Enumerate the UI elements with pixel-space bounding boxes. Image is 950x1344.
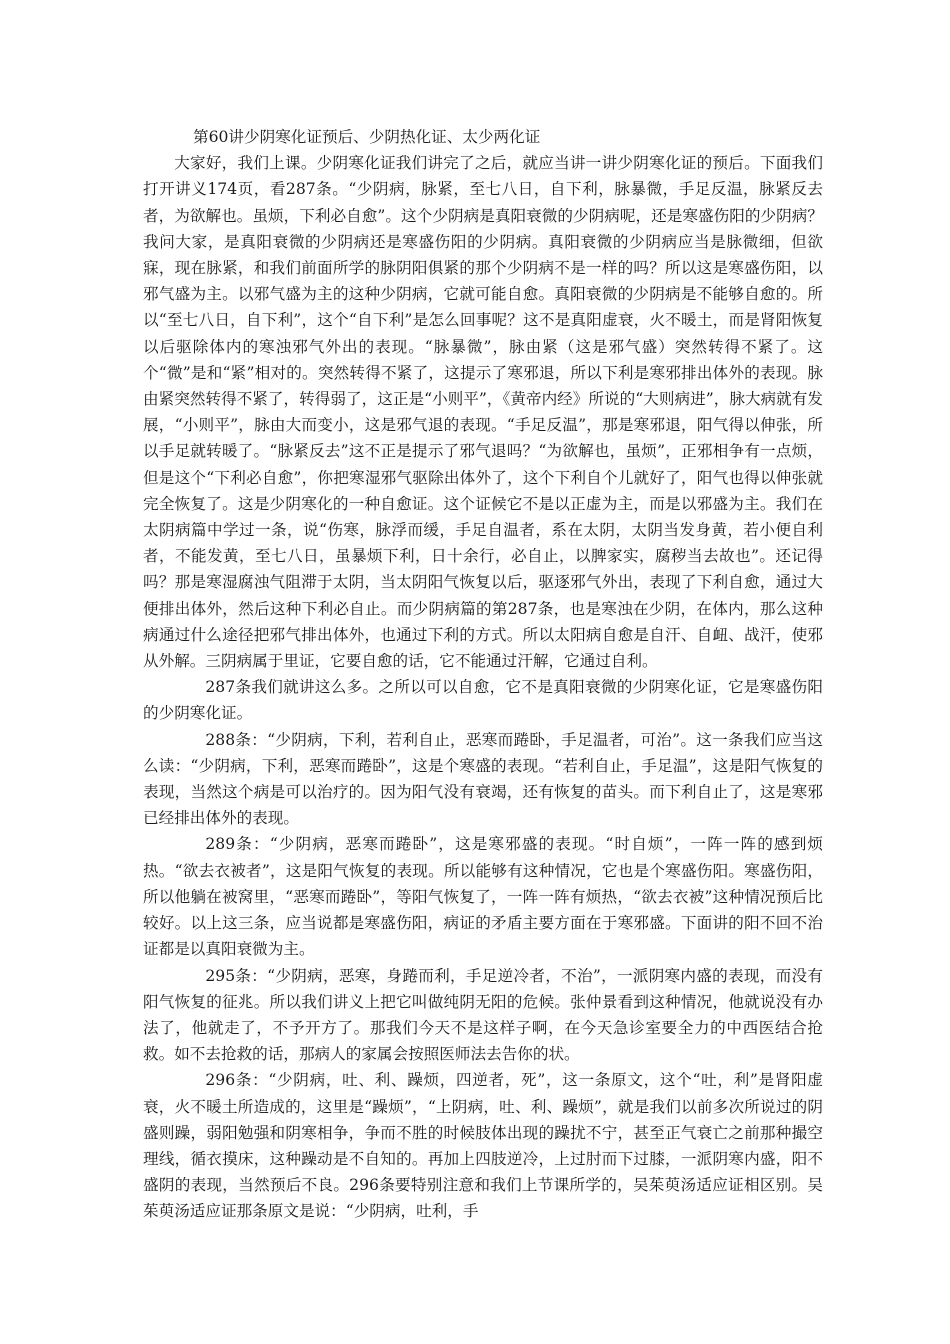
paragraph-296: 296条：“少阴病，吐、利、躁烦，四逆者，死”，这一条原文，这个“吐，利”是肾阳虚衰，火不暖土所造成的，这里是“躁烦”，“上阴病，吐、利、躁烦”，就是我们以前多次所说过的阴盛则躁，弱阳勉强和阴寒相争，争而不胜的时候肢体出现的躁扰不宁，甚至正气衰亡之前那种撮空理线，循衣摸床，这种躁动是不自知的。再加上四肢逆冷，上过肘而下过膝，一派阴寒内盛，阳不盛阴的表现，当然预后不良。296条要特别注意和我们上节课所学的，吴茱萸汤适应证相区别。吴茱萸汤适应证那条原文是说：“少阴病，吐利，手 xyxy=(143,1071,823,1221)
paragraph-288: 288条：“少阴病，下利，若利自止，恶寒而踡卧，手足温者，可治”。这一条我们应当这么读：“少阴病，下利，恶寒而踡卧”，这是个寒盛的表现。“若利自止，手足温”，这是阳气恢复的表现，当然这个病是可以治疗的。因为阳气没有衰竭，还有恢复的苗头。而下利自止了，这是寒邪已经排出体外的表现。 xyxy=(143,730,823,828)
document-title: 第60讲少阴寒化证预后、少阴热化证、太少两化证 xyxy=(193,128,541,146)
paragraph-287-discussion: 大家好，我们上课。少阴寒化证我们讲完了之后，就应当讲一讲少阴寒化证的预后。下面我们打开讲义174页，看287条。“少阴病，脉紧，至七八日，自下利，脉暴微，手足反温，脉紧反去者，为欲解也。虽烦，下利必自愈”。这个少阴病是真阳衰微的少阴病呢，还是寒盛伤阳的少阴病？我问大家，是真阳衰微的少阴病还是寒盛伤阳的少阴病。真阳衰微的少阴病应当是脉微细，但欲寐，现在脉紧，和我们前面所学的脉阴阳俱紧的那个少阴病不是一样的吗？所以这是寒盛伤阳，以邪气盛为主。以邪气盛为主的这种少阴病，它就可能自愈。真阳衰微的少阴病是不能够自愈的。所以“至七八日，自下利”，这个“自下利”是怎么回事呢？这不是真阳虚衰，火不暖土，而是肾阳恢复以后驱除体内的寒浊邪气外出的表现。“脉暴微”，脉由紧（这是邪气盛）突然转得不紧了。这个“微”是和“紧”相对的。突然转得不紧了，这提示了寒邪退，所以下利是寒邪排出体外的表现。脉由紧突然转得不紧了，转得弱了，这正是“小则平”，《黄帝内经》所说的“大则病进”，脉大病就有发展，“小则平”，脉由大而变小，这是邪气退的表现。“手足反温”，那是寒邪退，阳气得以伸张，所以手足就转暖了。“脉紧反去”这不正是提示了邪气退吗？“为欲解也，虽烦”，正邪相争有一点烦，但是这个“下利必自愈”，你把寒湿邪气驱除出体外了，这个下利自个儿就好了，阳气也得以伸张就完全恢复了。这是少阴寒化的一种自愈证。这个证候它不是以正虚为主，而是以邪盛为主。我们在太阴病篇中学过一条，说“伤寒，脉浮而缓，手足自温者，系在太阴，太阴当发身黄，若小便自利者，不能发黄，至七八日，虽暴烦下利，日十余行，必自止，以脾家实，腐秽当去故也”。还记得吗？那是寒湿腐浊气阻滞于太阴，当太阴阳气恢复以后，驱逐邪气外出，表现了下利自愈，通过大便排出体外，然后这种下利必自止。而少阴病篇的第287条，也是寒浊在少阴，在体内，那么这种病通过什么途径把邪气排出体外，也通过下利的方式。所以太阳病自愈是自汗、自衄、战汗，使邪从外解。三阴病属于里证，它要自愈的话，它不能通过汗解，它通过自利。 xyxy=(143,154,823,671)
paragraph-287-summary: 287条我们就讲这么多。之所以可以自愈，它不是真阳衰微的少阴寒化证，它是寒盛伤阳的少阴寒化证。 xyxy=(143,678,823,723)
paragraph-289: 289条：“少阴病，恶寒而踡卧”，这是寒邪盛的表现。“时自烦”，一阵一阵的感到烦热。“欲去衣被者”，这是阳气恢复的表现。所以能够有这种情况，它也是个寒盛伤阳。寒盛伤阳，所以他躺在被窝里，“恶寒而踡卧”，等阳气恢复了，一阵一阵有烦热，“欲去衣被”这种情况预后比较好。以上这三条，应当说都是寒盛伤阳，病证的矛盾主要方面在于寒邪盛。下面讲的阳不回不治证都是以真阳衰微为主。 xyxy=(143,835,823,959)
paragraph-295: 295条：“少阴病，恶寒，身踡而利，手足逆冷者，不治”，一派阴寒内盛的表现，而没有阳气恢复的征兆。所以我们讲义上把它叫做纯阴无阳的危候。张仲景看到这种情况，他就说没有办法了，他就走了，不予开方了。那我们今天不是这样子啊，在今天急诊室要全力的中西医结合抢救。如不去抢救的话，那病人的家属会按照医师法去告你的状。 xyxy=(143,966,823,1064)
document-body xyxy=(143,124,823,1225)
